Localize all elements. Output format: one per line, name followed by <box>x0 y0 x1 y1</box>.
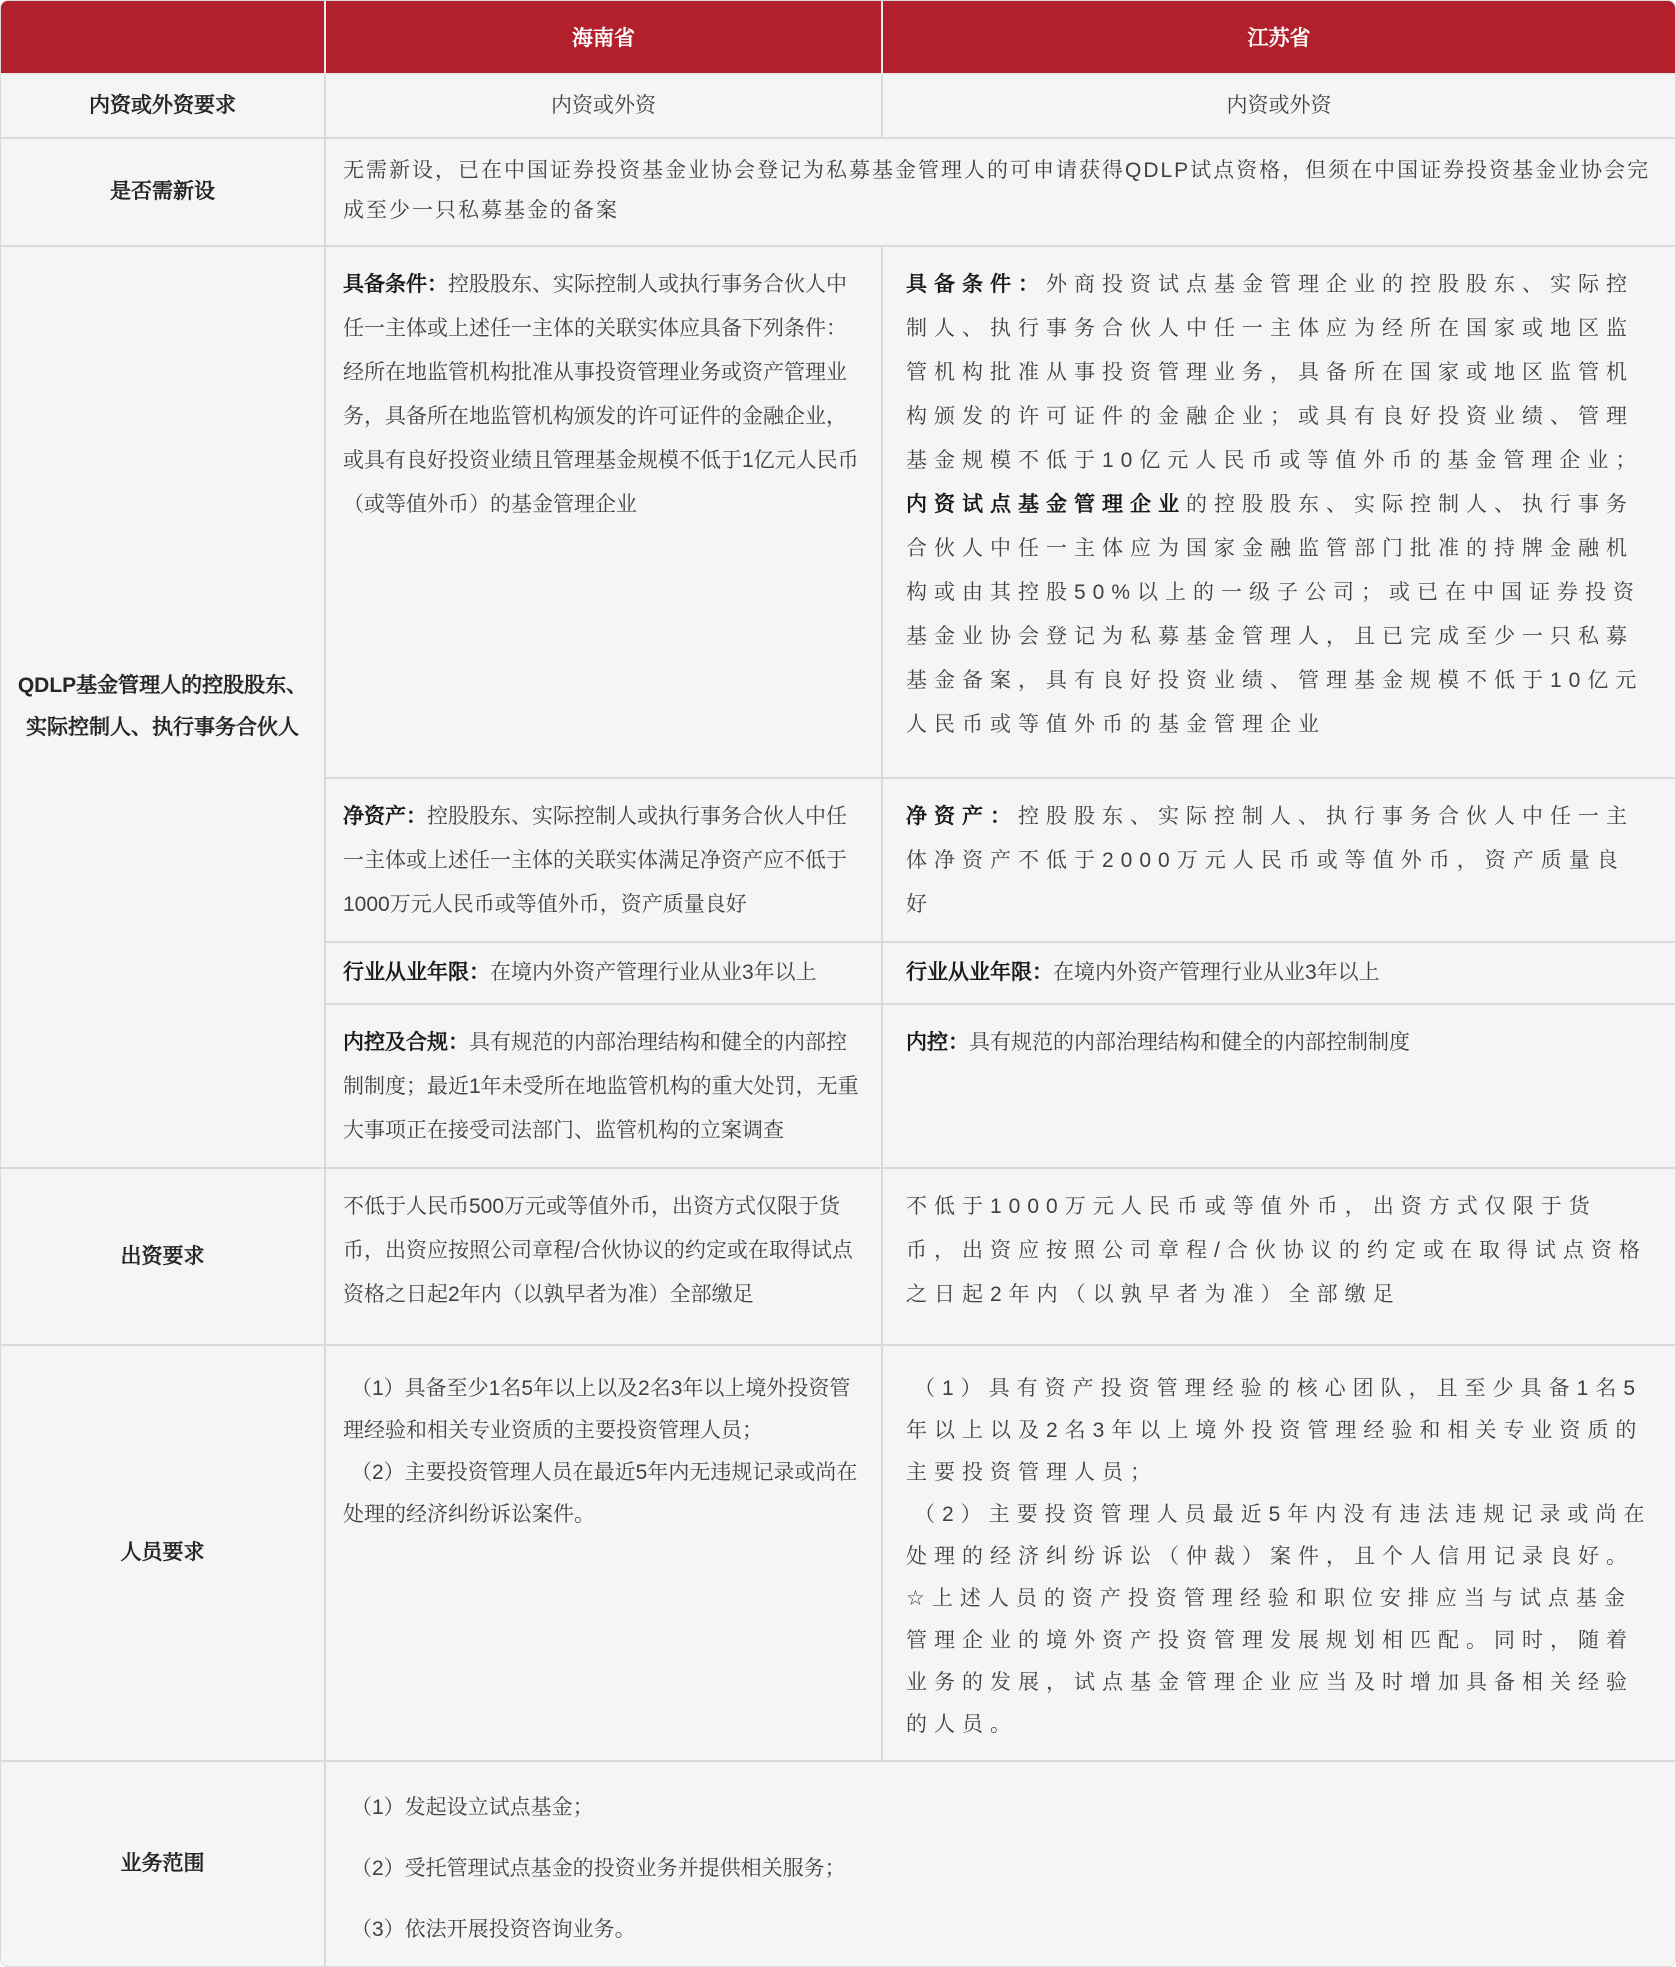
experience-jiangsu-paragraph: 行业从业年限：在境内外资产管理行业从业3年以上 <box>906 961 1380 984</box>
net-assets-hainan-lead: 净资产： <box>343 805 427 828</box>
net-assets-jiangsu-paragraph: 净资产：控股股东、实际控制人、执行事务合伙人中任一主体净资产不低于2000万元人民币或等值外币，资产质量良好 <box>906 805 1634 916</box>
internal-control-jiangsu-paragraph: 内控：具有规范的内部治理结构和健全的内部控制制度 <box>906 1031 1410 1054</box>
personnel-hainan-item-1: （1）具备至少1名5年以上以及2名3年以上境外投资管理经验和相关专业资质的主要投资管理人员； <box>343 1377 851 1442</box>
experience-jiangsu <box>882 942 1675 1004</box>
funding-hainan: 不低于人民币500万元或等值外币，出资方式仅限于货币，出资应按照公司章程/合伙协议的约定或在取得试点资格之日起2年内（以孰早者为准）全部缴足 <box>325 1168 882 1345</box>
row-label-business-scope: 业务范围 <box>1 1761 325 1966</box>
new-setup-row <box>1 138 1675 246</box>
funding-jiangsu: 不低于1000万元人民币或等值外币，出资方式仅限于货币，出资应按照公司章程/合伙协议的约定或在取得试点资格之日起2年内（以孰早者为准）全部缴足 <box>882 1168 1675 1345</box>
header-cell-jiangsu: 江苏省 <box>882 1 1675 74</box>
internal-control-hainan <box>325 1004 882 1168</box>
net-assets-jiangsu <box>882 778 1675 942</box>
manager-conditions-row <box>1 246 1675 778</box>
personnel-hainan <box>325 1345 882 1761</box>
row-label-manager: QDLP基金管理人的控股股东、实际控制人、执行事务合伙人 <box>1 246 325 1168</box>
row-label-capital-type: 内资或外资要求 <box>1 74 325 138</box>
personnel-jiangsu <box>882 1345 1675 1761</box>
internal-control-hainan-paragraph: 内控及合规：具有规范的内部治理结构和健全的内部控制制度；最近1年未受所在地监管机构的重大处罚，无重大事项正在接受司法部门、监管机构的立案调查 <box>343 1031 859 1142</box>
conditions-hainan <box>325 246 882 778</box>
row-label-personnel: 人员要求 <box>1 1345 325 1761</box>
business-scope-item-1: （1）发起设立试点基金； <box>351 1796 594 1819</box>
business-scope-item-2: （2）受托管理试点基金的投资业务并提供相关服务； <box>351 1857 846 1880</box>
conditions-jiangsu-paragraph-domestic: 内资试点基金管理企业的控股股东、实际控制人、执行事务合伙人中任一主体应为国家金融监管部门批准的持牌金融机构或由其控股50%以上的一级子公司；或已在中国证券投资基金业协会登记为私募基金管理人，且已完成至少一只私募基金备案，具有良好投资业绩、管理基金规模不低于10亿元人民币或等值外币的基金管理企业 <box>906 493 1644 736</box>
experience-hainan <box>325 942 882 1004</box>
internal-control-jiangsu-lead: 内控： <box>906 1031 969 1054</box>
business-scope-content <box>325 1761 1675 1966</box>
net-assets-hainan-paragraph: 净资产：控股股东、实际控制人或执行事务合伙人中任一主体或上述任一主体的关联实体满足净资产应不低于1000万元人民币或等值外币，资产质量良好 <box>343 805 847 916</box>
conditions-jiangsu-lead: 具备条件： <box>906 273 1046 296</box>
personnel-jiangsu-item-2: （2）主要投资管理人员最近5年内没有违法违规记录或尚在处理的经济纠纷诉讼（仲裁）案件，且个人信用记录良好。 <box>906 1503 1652 1568</box>
experience-hainan-lead: 行业从业年限： <box>343 961 490 984</box>
net-assets-jiangsu-lead: 净资产： <box>906 805 1018 828</box>
capital-type-jiangsu: 内资或外资 <box>882 74 1675 138</box>
conditions-hainan-lead: 具备条件： <box>343 273 448 296</box>
business-scope-row <box>1 1761 1675 1966</box>
header-row <box>1 1 1675 74</box>
capital-type-row <box>1 74 1675 138</box>
qdlp-comparison-table <box>1 1 1675 1966</box>
net-assets-hainan <box>325 778 882 942</box>
personnel-jiangsu-item-1: （1）具有资产投资管理经验的核心团队，且至少具备1名5年以上以及2名3年以上境外投资管理经验和相关专业资质的主要投资管理人员； <box>906 1377 1644 1484</box>
personnel-row <box>1 1345 1675 1761</box>
experience-jiangsu-lead: 行业从业年限： <box>906 961 1053 984</box>
personnel-hainan-item-2: （2）主要投资管理人员在最近5年内无违规记录或尚在处理的经济纠纷诉讼案件。 <box>343 1461 858 1526</box>
internal-control-hainan-lead: 内控及合规： <box>343 1031 469 1054</box>
new-setup-content: 无需新设，已在中国证券投资基金业协会登记为私募基金管理人的可申请获得QDLP试点资格，但须在中国证券投资基金业协会完成至少一只私募基金的备案 <box>325 138 1675 246</box>
capital-type-hainan: 内资或外资 <box>325 74 882 138</box>
conditions-jiangsu <box>882 246 1675 778</box>
conditions-hainan-paragraph: 具备条件：控股股东、实际控制人或执行事务合伙人中任一主体或上述任一主体的关联实体应具备下列条件：经所在地监管机构批准从事投资管理业务或资产管理业务，具备所在地监管机构颁发的许可证件的金融企业，或具有良好投资业绩且管理基金规模不低于1亿元人民币（或等值外币）的基金管理企业 <box>343 273 859 516</box>
conditions-jiangsu-paragraph-foreign: 具备条件：外商投资试点基金管理企业的控股股东、实际控制人、执行事务合伙人中任一主体应为经所在国家或地区监管机构批准从事投资管理业务，具备所在国家或地区监管机构颁发的许可证件的金融企业；或具有良好投资业绩、管理基金规模不低于10亿元人民币或等值外币的基金管理企业； <box>906 273 1644 472</box>
internal-control-jiangsu <box>882 1004 1675 1168</box>
business-scope-item-3: （3）依法开展投资咨询业务。 <box>351 1918 636 1941</box>
header-cell-hainan: 海南省 <box>325 1 882 74</box>
row-label-funding: 出资要求 <box>1 1168 325 1345</box>
row-label-new-setup: 是否需新设 <box>1 138 325 246</box>
experience-hainan-paragraph: 行业从业年限：在境内外资产管理行业从业3年以上 <box>343 961 817 984</box>
header-cell-corner <box>1 1 325 74</box>
personnel-jiangsu-note: ☆上述人员的资产投资管理经验和职位安排应当与试点基金管理企业的境外资产投资管理发展规划相匹配。同时，随着业务的发展，试点基金管理企业应当及时增加具备相关经验的人员。 <box>906 1587 1634 1736</box>
funding-row <box>1 1168 1675 1345</box>
conditions-jiangsu-lead2: 内资试点基金管理企业 <box>906 493 1186 516</box>
